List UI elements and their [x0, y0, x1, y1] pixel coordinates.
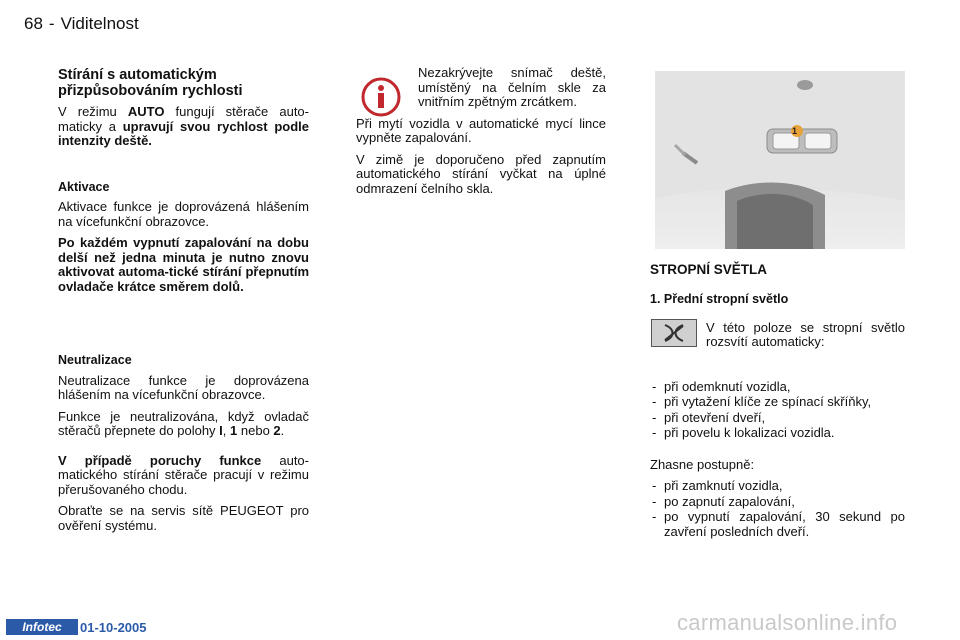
- intro-bold: upravují svou rychlost podle intenzity deště.: [58, 118, 309, 148]
- column-ceiling-lights: [650, 262, 905, 540]
- activation-heading: Aktivace: [58, 179, 110, 194]
- section-title: Viditelnost: [60, 14, 139, 33]
- positions-comma: ,: [222, 423, 231, 438]
- fault-rest: auto-matického stírání stěrače pracují v režimu přerušovaného chodu.: [58, 452, 309, 497]
- column-notes: [356, 66, 606, 203]
- ceiling-lamp-photo: [655, 71, 905, 249]
- list-item: - po vypnutí zapalování, 30 sekund po zavření posledních dveří.: [650, 510, 905, 539]
- service-text: Obraťte se na servis sítě PEUGEOT pro ověření systému.: [58, 503, 309, 533]
- page-number: 68: [24, 14, 43, 33]
- fault-text: [58, 454, 309, 498]
- page-header: [24, 14, 145, 34]
- neutralization-text: Neutralizace funkce je doprovázena hlášením na vícefunkční obrazovce.: [58, 372, 309, 402]
- neutralization-positions: [58, 410, 309, 439]
- position-I: I: [219, 423, 223, 438]
- neutralization-heading: Neutralizace: [58, 353, 132, 367]
- positions-pre: Funkce je neutralizována, když ovladač stěračů přepnete do polohy: [58, 408, 309, 438]
- list-item: - při zamknutí vozidla,: [650, 479, 905, 494]
- carwash-text: Při mytí vozidla v automatické mycí lince vypněte zapalování.: [356, 115, 606, 145]
- lamp-on-list: [650, 380, 905, 441]
- winter-text: V zimě je doporučeno před zapnutím automatického stírání vyčkat na úplné odmrazení čelního skla.: [356, 151, 606, 196]
- lamp-off-list: [650, 479, 905, 539]
- auto-label: AUTO: [127, 104, 165, 119]
- list-item: - po zapnutí zapalování,: [650, 495, 905, 510]
- position-2: 2: [273, 423, 281, 438]
- lamp-off-heading: Zhasne postupně:: [650, 456, 755, 472]
- front-lamp-heading: 1. Přední stropní světlo: [650, 292, 789, 306]
- positions-period: .: [280, 423, 285, 438]
- position-1: 1: [230, 423, 238, 438]
- header-separator: -: [48, 14, 55, 33]
- activation-text: Aktivace funkce je doprovázená hlášením na vícefunkční obrazovce.: [58, 199, 309, 229]
- list-item: - při otevření dveří,: [650, 411, 905, 426]
- infotec-logo: Infotec: [6, 619, 78, 635]
- list-item: - při odemknutí vozidla,: [650, 380, 905, 395]
- watermark: carmanualsonline.info: [677, 610, 898, 635]
- auto-lamp-text: V této poloze se stropní světlo rozsvítí automaticky:: [706, 319, 905, 349]
- positions-or: nebo: [237, 423, 274, 438]
- activation-warning: Po každém vypnutí zapalování na dobu delší než jedna minuta je nutno znovu aktivovat automa-tické stírání přepnutím ovladače krátce směrem dolů.: [58, 235, 309, 294]
- column-wipers: [58, 67, 309, 540]
- intro-mid: fungují stěrače auto-maticky a: [58, 104, 309, 134]
- wiper-auto-intro: [58, 105, 309, 149]
- fault-bold: V případě poruchy funkce: [58, 452, 262, 468]
- intro-pre: V režimu: [58, 104, 128, 119]
- sensor-warning-text: Nezakrývejte snímač deště, umístěný na čelním skle za vnitřním zpětným zrcátkem.: [418, 65, 606, 109]
- list-item: - při povelu k lokalizaci vozidla.: [650, 426, 905, 441]
- footer-date: 01-10-2005: [80, 620, 147, 635]
- wiper-auto-title: Stírání s automatickým přizpůsobováním rychlosti: [58, 67, 243, 99]
- list-item: - při vytažení klíče ze spínací skříňky,: [650, 395, 905, 410]
- ceiling-lights-title: STROPNÍ SVĚTLA: [650, 262, 768, 277]
- photo-callout-1: 1: [792, 126, 798, 136]
